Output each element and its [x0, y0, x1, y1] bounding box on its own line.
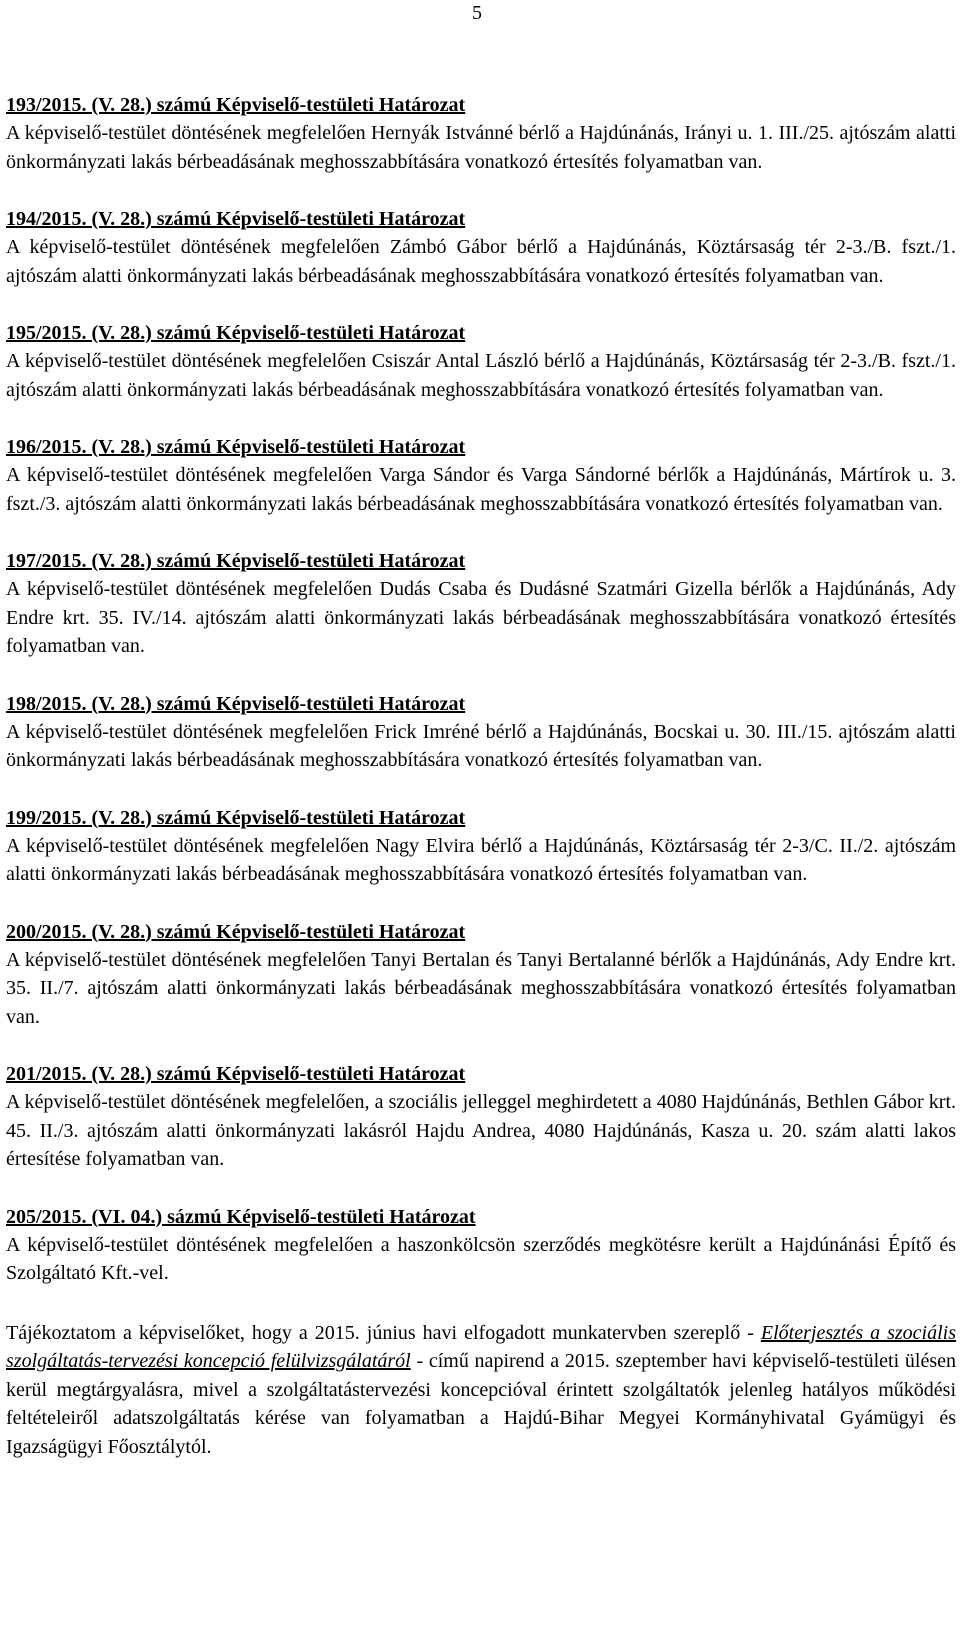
resolution-title: 193/2015. (V. 28.) számú Képviselő-testületi Határozat [6, 94, 466, 116]
resolution-text: A képviselő-testület döntésének megfelelően Dudás Csaba és Dudásné Szatmári Gizella bérlők a Hajdúnánás, Ady Endre krt. 35. IV./14. ajtószám alatti önkormányzati lakás bérbeadásának meghosszabbítására vonatkozó értesítés folyamatban van. [6, 578, 956, 657]
resolution-title: 198/2015. (V. 28.) számú Képviselő-testületi Határozat [6, 692, 466, 715]
resolution-201 [6, 1060, 956, 1174]
resolution-title: 196/2015. (V. 28.) számú Képviselő-testületi Határozat [6, 436, 466, 458]
resolution-title: 201/2015. (V. 28.) számú Képviselő-testületi Határozat [6, 1063, 466, 1085]
info-text-before: Tájékoztatom a képviselőket, hogy a 2015. június havi elfogadott munkatervben szereplő - [6, 1321, 761, 1344]
resolution-text: A képviselő-testület döntésének megfelelően Nagy Elvira bérlő a Hajdúnánás, Köztársaság tér 2-3/C. II./2. ajtószám alatti önkormányzati lakás bérbeadásának meghosszabbítására vonatkozó értesítés folyamatban van. [6, 834, 956, 885]
resolution-text: A képviselő-testület döntésének megfelelően Csiszár Antal László bérlő a Hajdúnánás, Köztársaság tér 2-3./B. fszt./1. ajtószám alatti önkormányzati lakás bérbeadásának meghosszabbítására vonatkozó értesítés folyamatban van. [6, 350, 956, 401]
information-paragraph [6, 1319, 956, 1462]
resolution-205 [6, 1203, 956, 1288]
resolution-text: A képviselő-testület döntésének megfelelően Frick Imréné bérlő a Hajdúnánás, Bocskai u. 30. III./15. ajtószám alatti önkormányzati lakás bérbeadásának meghosszabbítására vonatkozó értesítés folyamatban van. [6, 720, 956, 771]
resolution-title: 199/2015. (V. 28.) számú Képviselő-testületi Határozat [6, 806, 466, 829]
resolution-text: A képviselő-testület döntésének megfelelően Varga Sándor és Varga Sándorné bérlők a Hajdúnánás, Mártírok u. 3. fszt./3. ajtószám alatti önkormányzati lakás bérbeadásának meghosszabbítására vonatkozó értesítés folyamatban van. [6, 464, 956, 515]
resolution-194 [6, 205, 956, 290]
resolution-text: A képviselő-testület döntésének megfelelően, a szociális jelleggel meghirdetett a 4080 Hajdúnánás, Bethlen Gábor krt. 45. II./3. ajtószám alatti önkormányzati lakásról Hajdu Andrea, 4080 Hajdúnánás, Kasza u. 20. szám alatti lakos értesítése folyamatban van. [6, 1091, 956, 1170]
resolution-193 [6, 91, 956, 176]
resolution-text: A képviselő-testület döntésének megfelelően Hernyák Istvánné bérlő a Hajdúnánás, Irányi u. 1. III./25. ajtószám alatti önkormányzati lakás bérbeadásának meghosszabbítására vonatkozó értesítés folyamatban van. [6, 122, 956, 173]
resolution-text: A képviselő-testület döntésének megfelelően Tanyi Bertalan és Tanyi Bertalanné bérlők a Hajdúnánás, Ady Endre krt. 35. II./7. ajtószám alatti önkormányzati lakás bérbeadásának meghosszabbítására vonatkozó értesítés folyamatban van. [6, 948, 956, 1028]
resolution-199 [6, 804, 956, 889]
resolution-200 [6, 918, 956, 1032]
info-text-after: - című napirend a 2015. szeptember havi képviselő-testületi ülésen kerül megtárgyalásra, mivel a szolgáltatástervezési koncepcióval érintett szolgáltatók jelenleg hatályos működési feltételeiről adatszolgáltatás kérése van folyamatban a Hajdú-Bihar Megyei Kormányhivatal Gyámügyi és Igazságügyi Főosztálytól. [6, 1350, 956, 1458]
resolution-title: 195/2015. (V. 28.) számú Képviselő-testületi Határozat [6, 322, 466, 344]
resolution-title: 205/2015. (VI. 04.) sázmú Képviselő-testületi Határozat [6, 1205, 476, 1228]
document-body [6, 91, 956, 1461]
resolution-text: A képviselő-testület döntésének megfelelően Zámbó Gábor bérlő a Hajdúnánás, Köztársaság tér 2-3./B. fszt./1. ajtószám alatti önkormányzati lakás bérbeadásának meghosszabbítására vonatkozó értesítés folyamatban van. [6, 236, 956, 287]
resolution-195 [6, 319, 956, 404]
resolution-title: 200/2015. (V. 28.) számú Képviselő-testületi Határozat [6, 920, 466, 943]
agenda-item-title: Előterjesztés a szociális szolgáltatás-tervezési koncepció felülvizsgálatáról [6, 1321, 956, 1372]
page-number: 5 [472, 2, 482, 24]
resolution-title: 194/2015. (V. 28.) számú Képviselő-testületi Határozat [6, 208, 466, 230]
resolution-text: A képviselő-testület döntésének megfelelően a haszonkölcsön szerződés megkötésre került a Hajdúnánási Építő és Szolgáltató Kft.-vel. [6, 1233, 956, 1284]
resolution-198 [6, 690, 956, 775]
resolution-197 [6, 547, 956, 661]
resolution-title: 197/2015. (V. 28.) számú Képviselő-testületi Határozat [6, 550, 466, 572]
resolution-196 [6, 433, 956, 518]
